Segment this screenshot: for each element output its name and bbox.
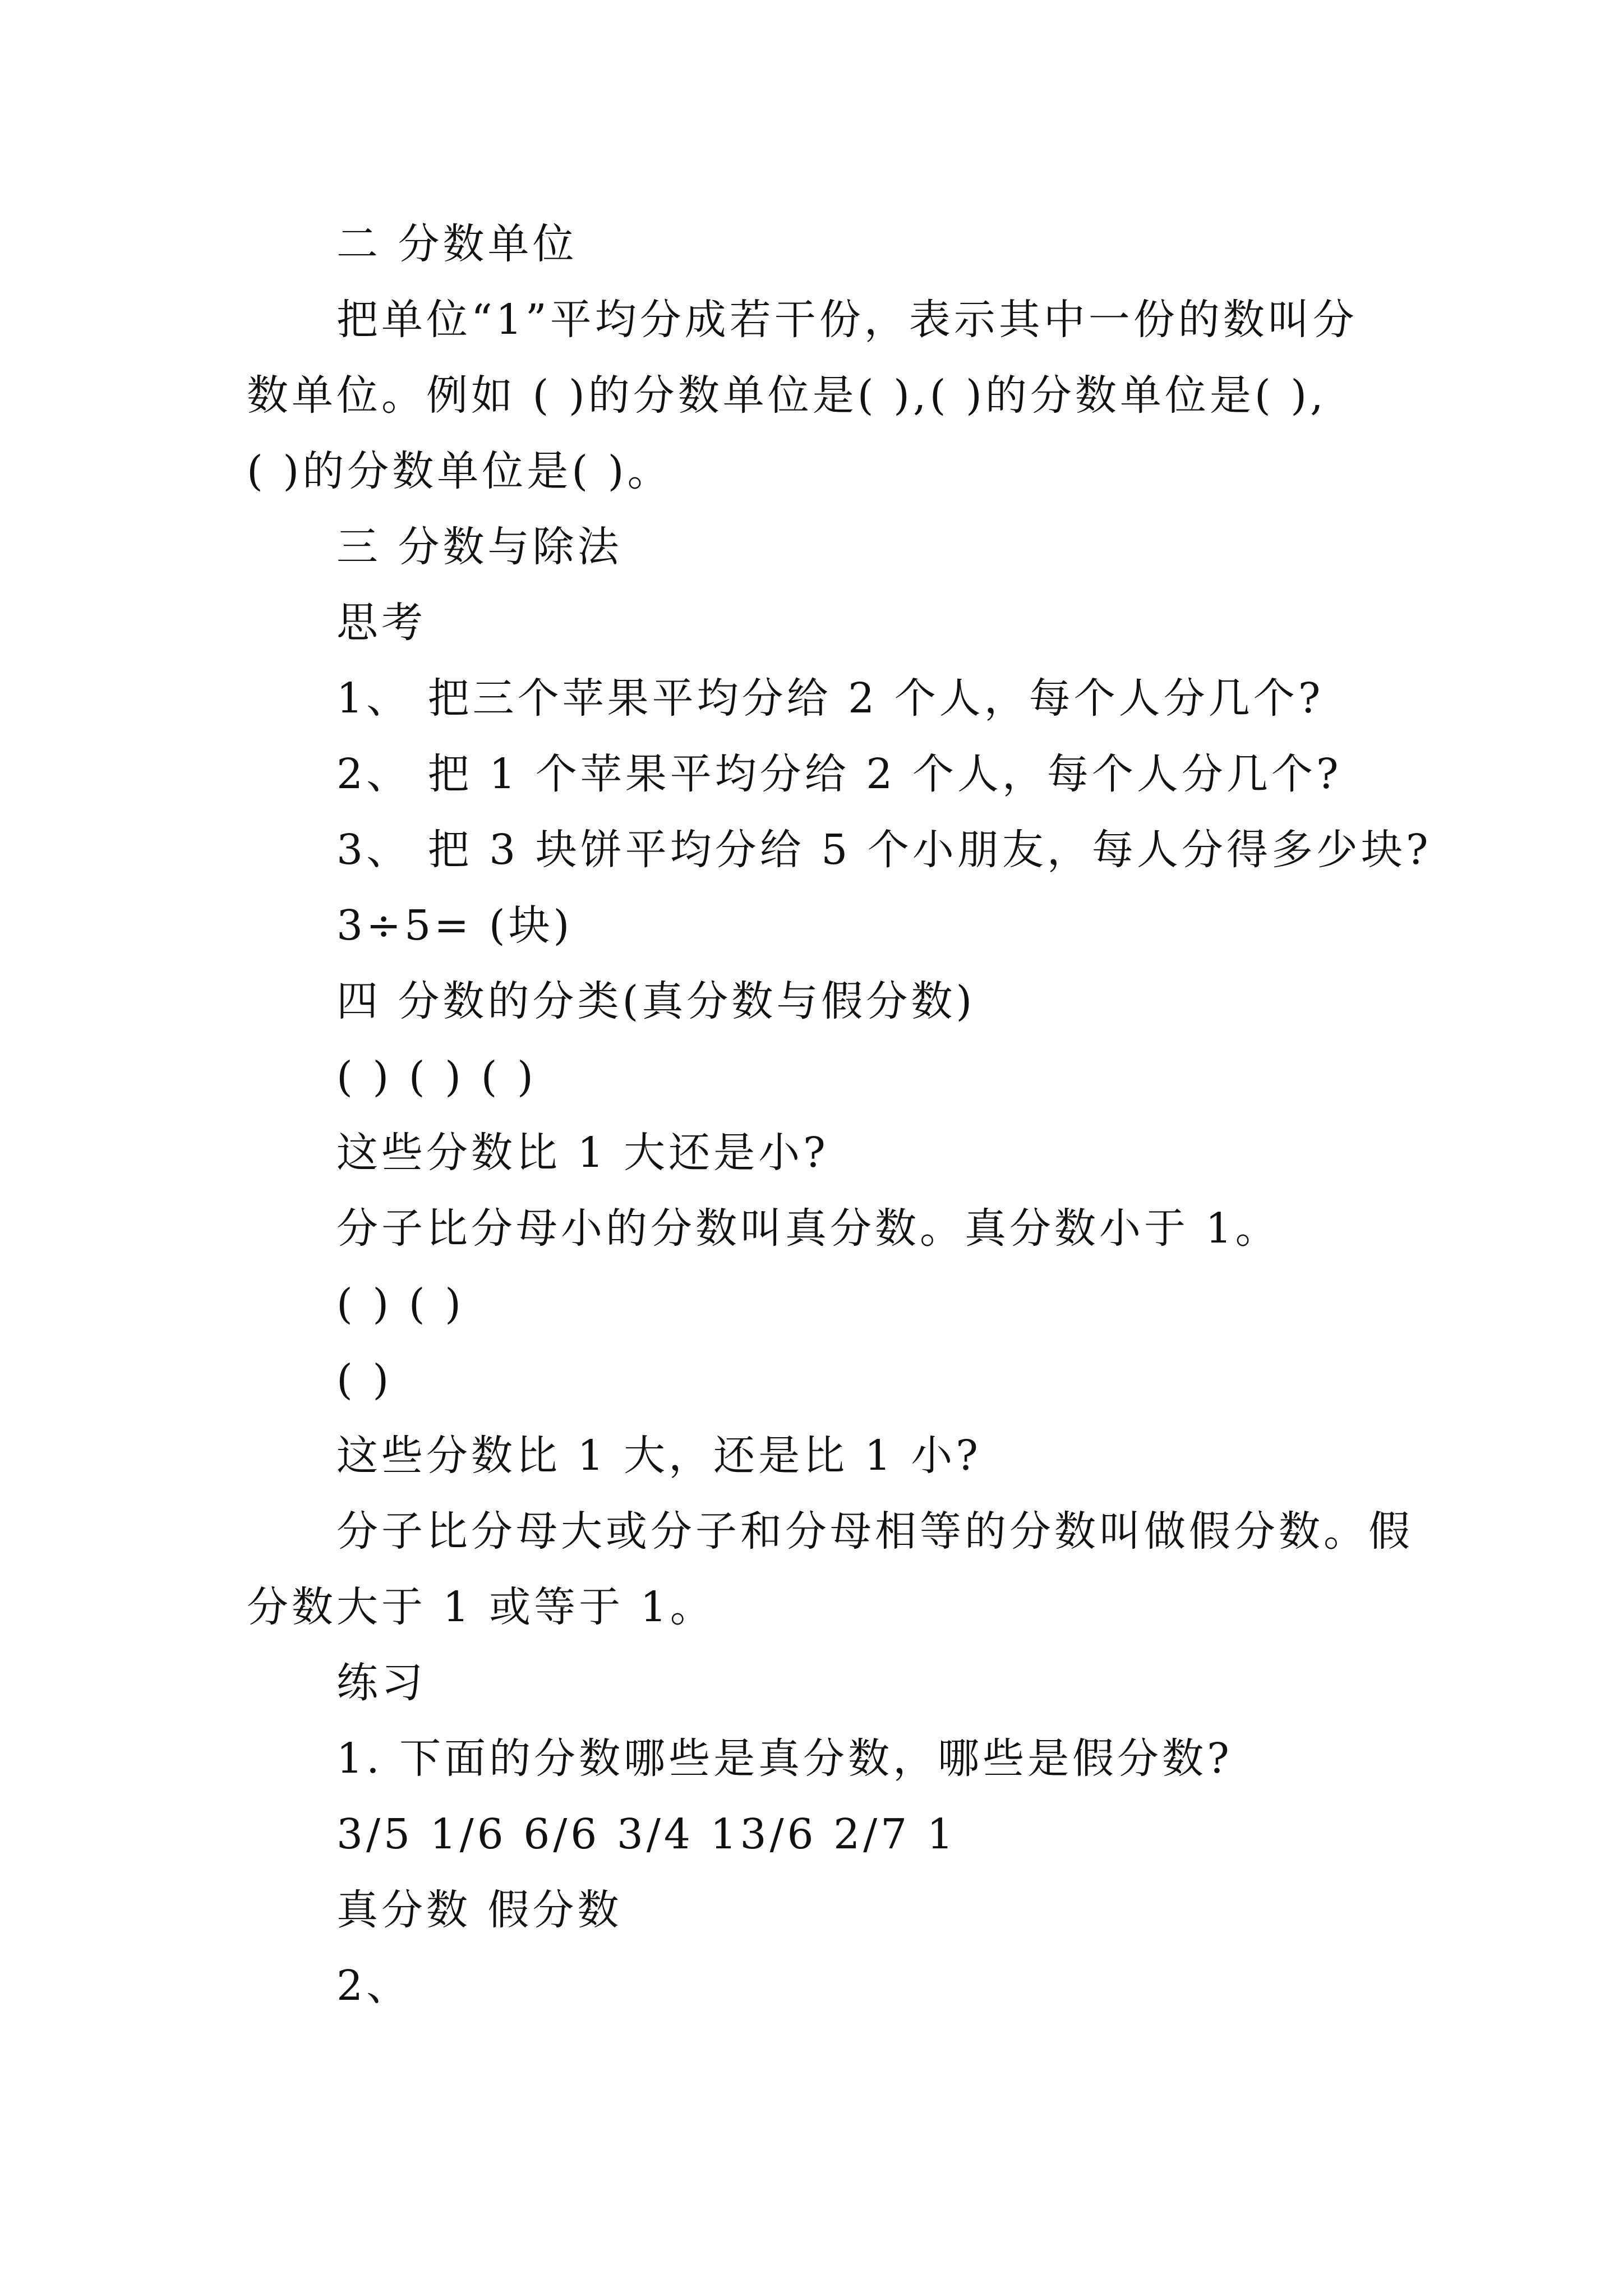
section-heading-fraction-division: 三 分数与除法 bbox=[336, 523, 623, 571]
equation-line: 3÷5= (块) bbox=[336, 901, 573, 950]
paragraph-line: ( )的分数单位是( )。 bbox=[247, 447, 672, 495]
section-heading-fraction-types: 四 分数的分类(真分数与假分数) bbox=[336, 977, 976, 1025]
exercise-question-2: 2、 bbox=[336, 1962, 412, 2010]
definition-proper-fraction: 分子比分母小的分数叫真分数。真分数小于 1。 bbox=[336, 1204, 1280, 1253]
blank-placeholders: ( ) ( ) bbox=[336, 1280, 465, 1328]
subheading-think: 思考 bbox=[336, 599, 426, 647]
category-labels: 真分数 假分数 bbox=[336, 1886, 623, 1934]
exercise-question-1: 1. 下面的分数哪些是真分数，哪些是假分数? bbox=[336, 1734, 1233, 1783]
paragraph-line: 数单位。例如 ( )的分数单位是( ),( )的分数单位是( ), bbox=[247, 371, 1327, 420]
section-heading-fraction-unit: 二 分数单位 bbox=[336, 220, 578, 268]
question-3: 3、 把 3 块饼平均分给 5 个小朋友，每人分得多少块? bbox=[336, 826, 1432, 874]
question-line: 这些分数比 1 大还是小? bbox=[336, 1129, 829, 1177]
definition-improper-fraction-continued: 分数大于 1 或等于 1。 bbox=[247, 1583, 715, 1631]
question-2: 2、 把 1 个苹果平均分给 2 个人，每个人分几个? bbox=[336, 750, 1342, 798]
blank-placeholders: ( ) bbox=[336, 1356, 393, 1404]
blank-placeholders: ( ) ( ) ( ) bbox=[336, 1053, 537, 1101]
fraction-list: 3/5 1/6 6/6 3/4 13/6 2/7 1 bbox=[336, 1810, 957, 1858]
definition-improper-fraction: 分子比分母大或分子和分母相等的分数叫做假分数。假 bbox=[336, 1507, 1413, 1556]
question-1: 1、 把三个苹果平均分给 2 个人，每个人分几个? bbox=[336, 674, 1324, 723]
subheading-exercise: 练习 bbox=[336, 1659, 426, 1707]
question-line: 这些分数比 1 大，还是比 1 小? bbox=[336, 1432, 981, 1480]
paragraph-line: 把单位“1”平均分成若干份，表示其中一份的数叫分 bbox=[336, 296, 1358, 344]
